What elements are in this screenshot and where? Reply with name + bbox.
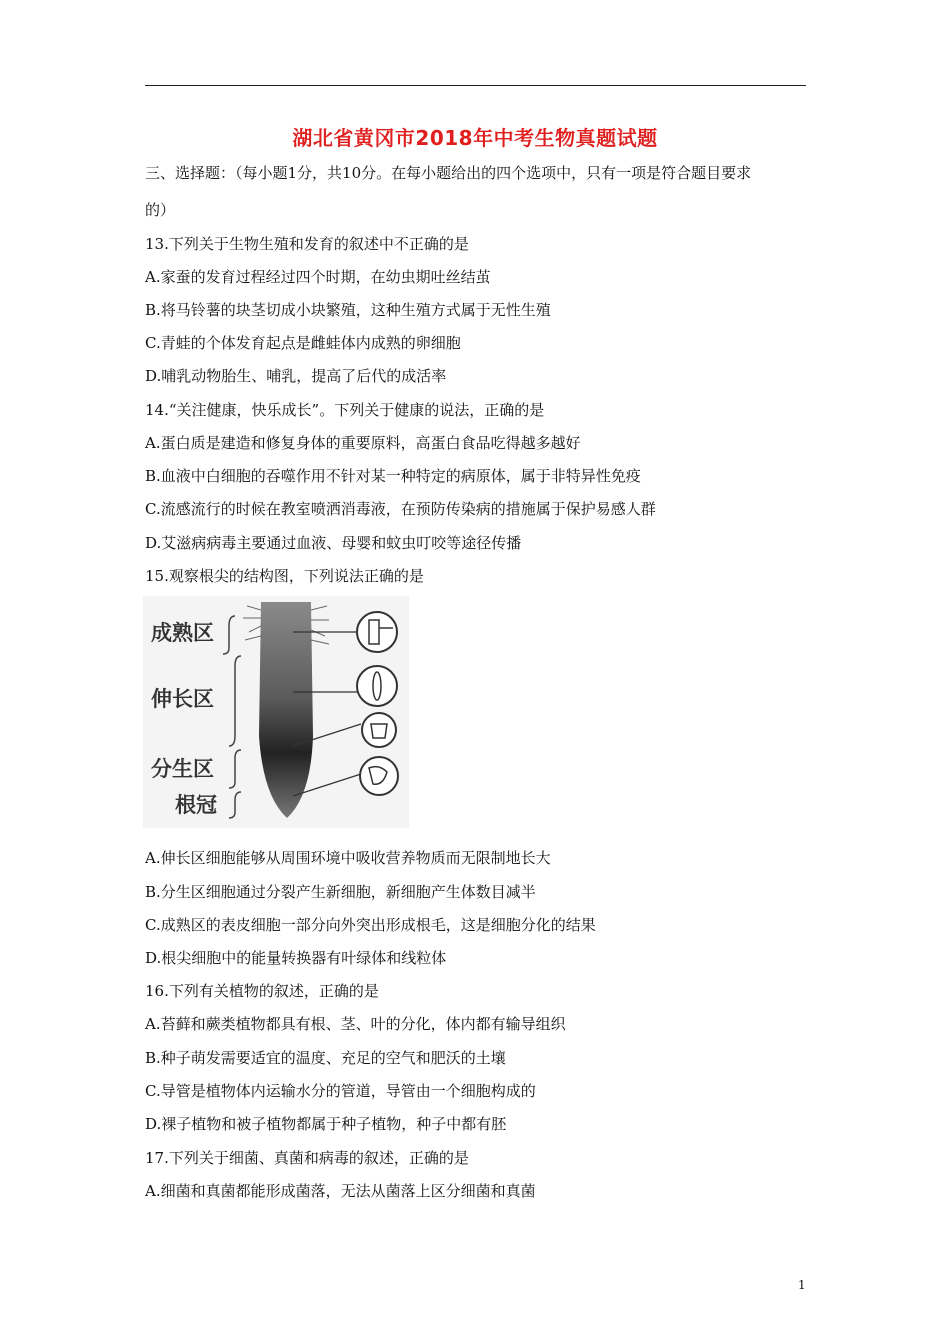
question-14-option-a: A.蛋白质是建造和修复身体的重要原料，高蛋白食品吃得越多越好 (145, 434, 581, 452)
cell-circle-root-cap (360, 757, 398, 795)
question-13-option-b: B.将马铃薯的块茎切成小块繁殖，这种生殖方式属于无性生殖 (145, 301, 551, 319)
question-16-option-d: D.裸子植物和被子植物都属于种子植物，种子中都有胚 (145, 1115, 507, 1133)
cell-circle-maturation (357, 612, 397, 652)
header-rule (145, 85, 806, 86)
page-title: 湖北省黄冈市2018年中考生物真题试题 (292, 126, 658, 150)
question-14-option-d: D.艾滋病病毒主要通过血液、母婴和蚊虫叮咬等途径传播 (145, 534, 522, 552)
section-heading-line1: 三、选择题：（每小题1分，共10分。在每小题给出的四个选项中，只有一项是符合题目要求 (145, 164, 752, 182)
root-tip-figure (143, 596, 409, 828)
question-14-option-c: C.流感流行的时候在教室喷洒消毒液，在预防传染病的措施属于保护易感人群 (145, 500, 656, 518)
zone-label-root-cap: 根冠 (175, 793, 217, 817)
question-13-stem: 13.下列关于生物生殖和发育的叙述中不正确的是 (145, 235, 469, 253)
question-17-option-a: A.细菌和真菌都能形成菌落，无法从菌落上区分细菌和真菌 (145, 1182, 536, 1200)
question-16-option-a: A.苔藓和蕨类植物都具有根、茎、叶的分化，体内都有输导组织 (145, 1015, 566, 1033)
question-15-stem: 15.观察根尖的结构图，下列说法正确的是 (145, 567, 424, 585)
question-16-option-b: B.种子萌发需要适宜的温度、充足的空气和肥沃的土壤 (145, 1049, 506, 1067)
question-13-option-c: C.青蛙的个体发育起点是雌蛙体内成熟的卵细胞 (145, 334, 461, 352)
zone-label-maturation: 成熟区 (151, 621, 214, 645)
cell-circle-meristem (362, 713, 396, 747)
question-17-stem: 17.下列关于细菌、真菌和病毒的叙述，正确的是 (145, 1149, 469, 1167)
question-14-stem: 14.“关注健康，快乐成长”。下列关于健康的说法，正确的是 (145, 401, 545, 419)
question-14-option-b: B.血液中白细胞的吞噬作用不针对某一种特定的病原体，属于非特异性免疫 (145, 467, 641, 485)
question-15-option-b: B.分生区细胞通过分裂产生新细胞，新细胞产生体数目减半 (145, 883, 536, 901)
question-15-option-a: A.伸长区细胞能够从周围环境中吸收营养物质而无限制地长大 (145, 849, 551, 867)
page-number: 1 (798, 1278, 806, 1292)
question-13-option-a: A.家蚕的发育过程经过四个时期，在幼虫期吐丝结茧 (145, 268, 491, 286)
question-13-option-d: D.哺乳动物胎生、哺乳，提高了后代的成活率 (145, 367, 447, 385)
question-16-stem: 16.下列有关植物的叙述，正确的是 (145, 982, 379, 1000)
question-15-option-c: C.成熟区的表皮细胞一部分向外突出形成根毛，这是细胞分化的结果 (145, 916, 596, 934)
zone-label-elongation: 伸长区 (151, 687, 214, 711)
section-heading-line2: 的） (145, 201, 176, 219)
zone-label-meristem: 分生区 (151, 757, 214, 781)
question-15-option-d: D.根尖细胞中的能量转换器有叶绿体和线粒体 (145, 949, 447, 967)
question-16-option-c: C.导管是植物体内运输水分的管道，导管由一个细胞构成的 (145, 1082, 536, 1100)
